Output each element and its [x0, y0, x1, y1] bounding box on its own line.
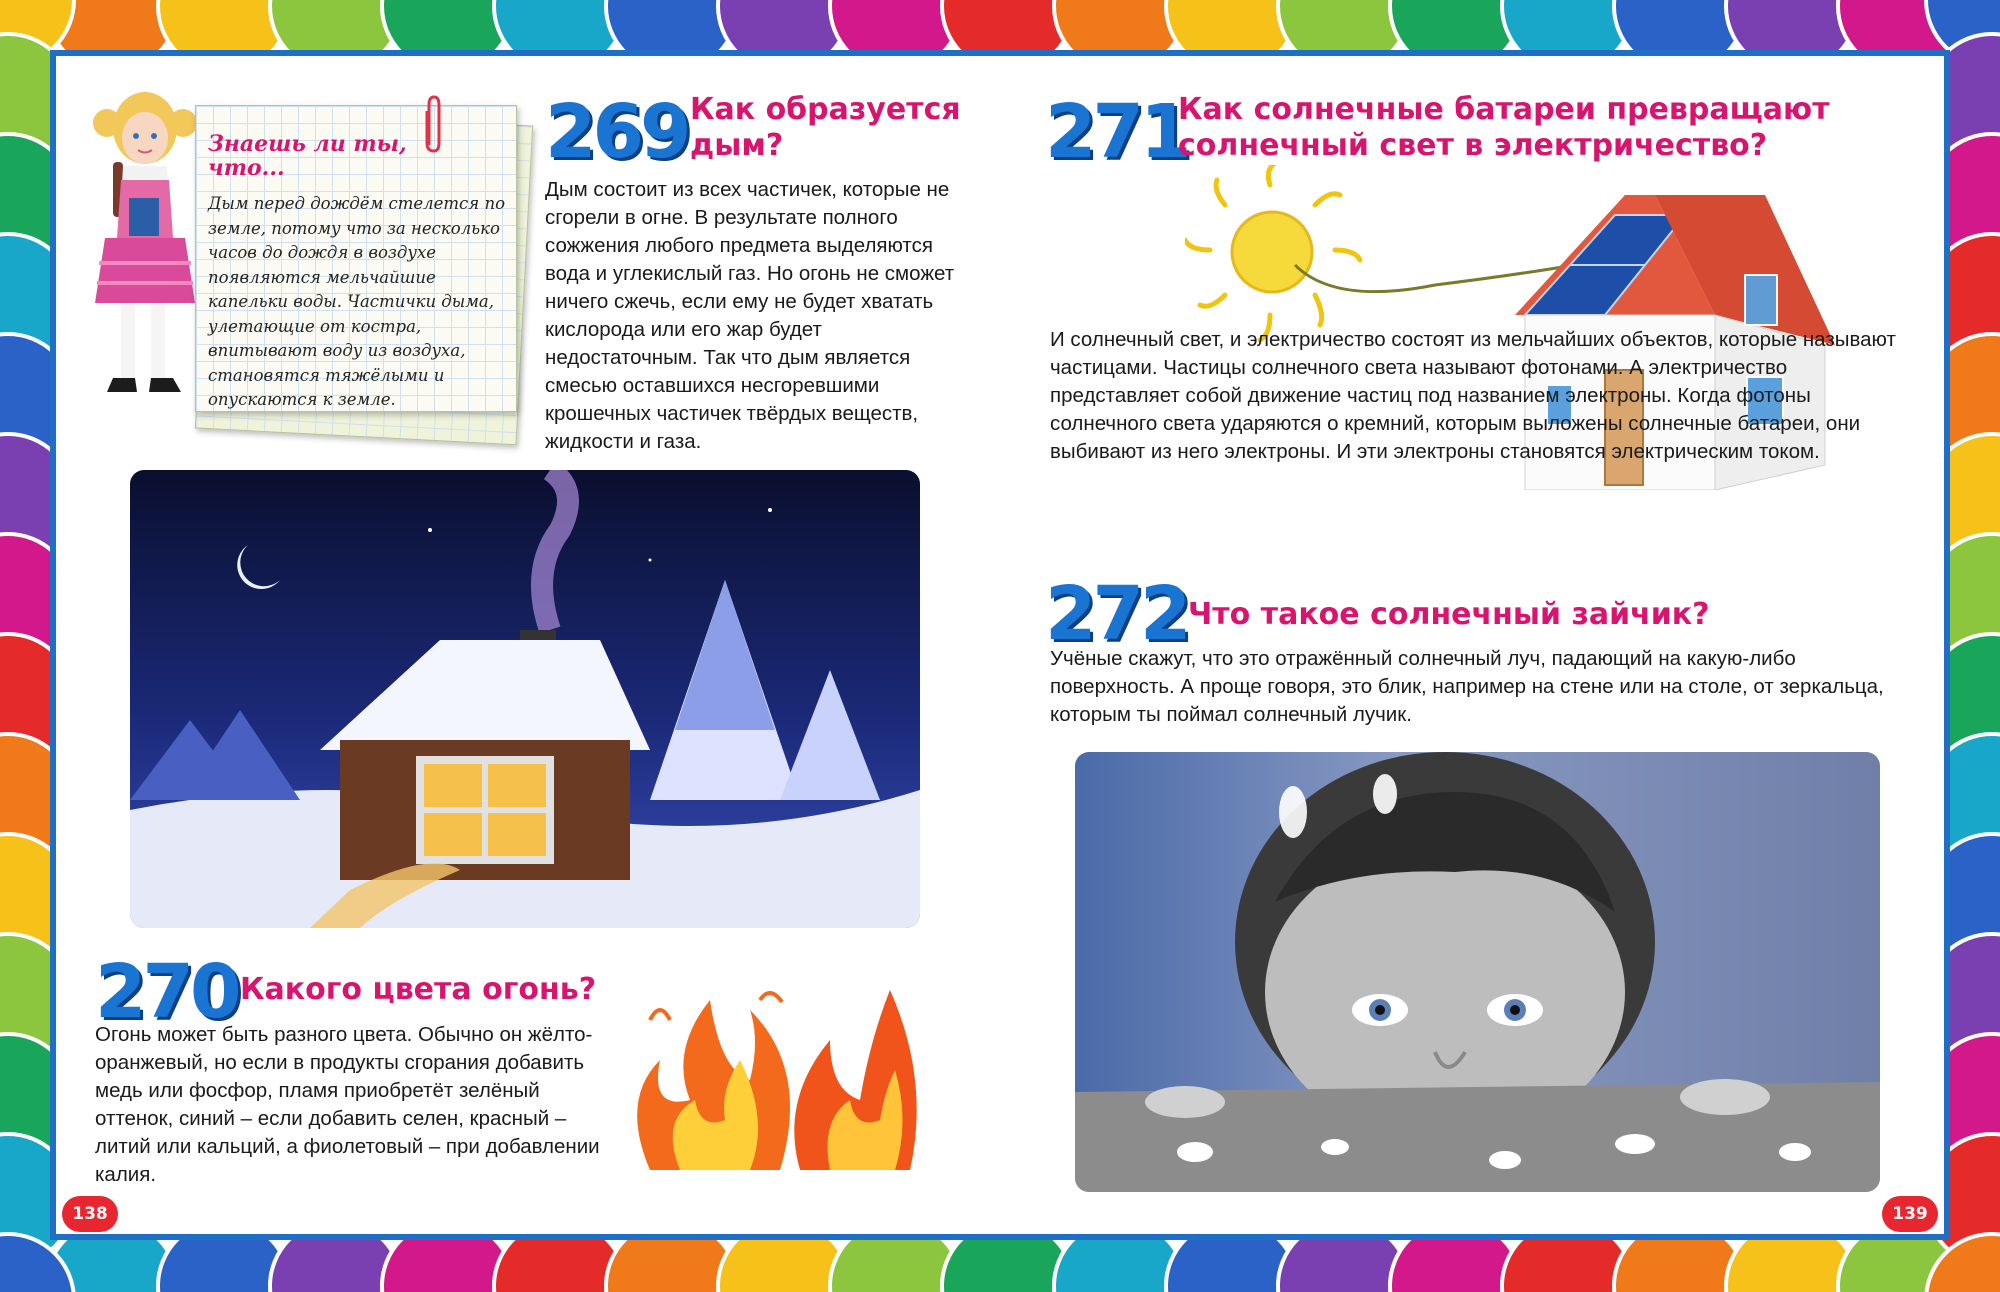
page-number-left: 138: [62, 1196, 118, 1232]
question-272-title: Что такое солнечный зайчик?: [1188, 597, 1710, 632]
question-269-title: Как образуется дым?: [690, 92, 961, 163]
winter-house-photo: [130, 470, 920, 928]
did-you-know-note: [195, 105, 525, 425]
note-card-front: [195, 105, 517, 412]
note-title: Знаешь ли ты, что...: [208, 131, 407, 181]
question-269-text: Дым состоит из всех частичек, которые не сгорели в огне. В результате полного сожжения любого предмета выделяются вода и углекислый газ. Но огонь не сможет ничего сжечь, если ему не будет хватать кислорода или его жар будет недостаточным. Так что дым является смесью оставшихся несгоревшими крошечных частичек твёрдых веществ, жидкости и газа.: [545, 178, 955, 453]
question-270-text: Огонь может быть разного цвета. Обычно он жёлто-оранжевый, но если в продукты сгорания добавить медь или фосфор, пламя приобретёт зелёный оттенок, синий – если добавить селен, красный – литий или кальций, а фиолетовый – при добавлении калия.: [95, 1023, 600, 1186]
girl-illustration: [85, 88, 205, 423]
question-271-number: 271: [1045, 89, 1188, 175]
question-271-text: И солнечный свет, и электричество состоят из мельчайших объектов, которые называют частицами. Частицы солнечного света называют фотонами. А электричество представляет собой движение частиц под названием электроны. Когда фотоны солнечного света ударяются о кремний, которым выложены солнечные батареи, они выбивают из него электроны. И эти электроны становятся электрическим током.: [1050, 328, 1896, 463]
note-text: Дым перед дождём стелется по земле, потому что за несколько часов до дождя в воздухе появляются мельчайшие капельки воды. Частички дыма, улетающие от костра, впитывают воду из воздуха, становятся тяжёлыми и опускаются к земле.: [208, 194, 506, 409]
question-271-title-line1: Как солнечные батареи превращают: [1178, 92, 1830, 127]
boy-sunlight-photo: [1075, 752, 1880, 1192]
question-272-text: Учёные скажут, что это отражённый солнечный луч, падающий на какую-либо поверхность. А проще говоря, это блик, например на стене или на столе, от зеркальца, которым ты поймал солнечный лучик.: [1050, 647, 1884, 726]
page-number-right: 139: [1882, 1196, 1938, 1232]
question-271-title-line2: солнечный свет в электричество?: [1178, 128, 1768, 163]
fire-illustration: [610, 980, 950, 1180]
question-270-number: 270: [95, 949, 238, 1035]
paperclip-icon: [423, 93, 445, 155]
question-269-number: 269: [545, 89, 688, 175]
question-272-number: 272: [1045, 571, 1188, 657]
question-270-title: Какого цвета огонь?: [240, 972, 597, 1007]
